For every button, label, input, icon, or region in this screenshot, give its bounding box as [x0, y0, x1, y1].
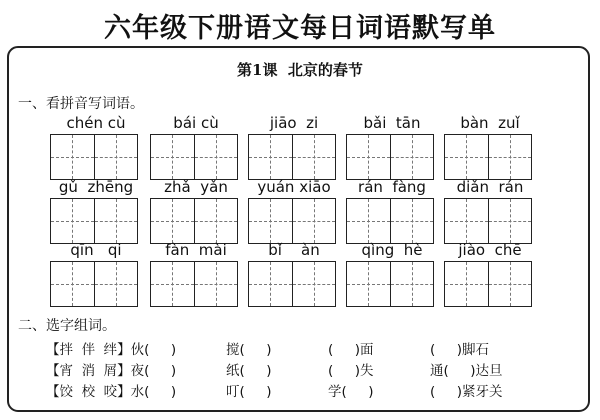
pinyin-label: qīn qi [70, 241, 122, 259]
choice-group-first-blank[interactable]: 【宵 消 屑】夜( ) [46, 363, 177, 379]
choice-blank[interactable]: ( )面 [328, 342, 374, 358]
tianzige-cell[interactable] [488, 262, 532, 306]
writing-box[interactable] [346, 198, 434, 244]
tianzige-cell[interactable] [194, 199, 238, 243]
choice-blank[interactable]: 纸( ) [226, 363, 272, 379]
tianzige-cell[interactable] [390, 262, 434, 306]
tianzige-cell[interactable] [94, 262, 138, 306]
tianzige-cell[interactable] [51, 199, 94, 243]
tianzige-cell[interactable] [390, 199, 434, 243]
writing-box[interactable] [50, 198, 138, 244]
tianzige-cell[interactable] [249, 262, 292, 306]
tianzige-cell[interactable] [94, 135, 138, 179]
choice-blank[interactable]: 叮( ) [226, 384, 272, 400]
writing-box[interactable] [346, 134, 434, 180]
tianzige-cell[interactable] [292, 262, 336, 306]
tianzige-cell[interactable] [488, 199, 532, 243]
tianzige-cell[interactable] [445, 262, 488, 306]
choice-group-first-blank[interactable]: 【拌 伴 绊】伙( ) [46, 342, 177, 358]
tianzige-cell[interactable] [292, 135, 336, 179]
tianzige-cell[interactable] [292, 199, 336, 243]
tianzige-cell[interactable] [347, 262, 390, 306]
writing-box[interactable] [50, 261, 138, 307]
choice-blank[interactable]: ( )紧牙关 [430, 384, 503, 400]
writing-box[interactable] [444, 134, 532, 180]
writing-box[interactable] [444, 261, 532, 307]
choice-blank[interactable]: 搅( ) [226, 342, 272, 358]
writing-box[interactable] [248, 134, 336, 180]
choice-blank[interactable]: 学( ) [328, 384, 374, 400]
pinyin-label: bǎi tān [363, 114, 421, 132]
tianzige-cell[interactable] [151, 199, 194, 243]
tianzige-cell[interactable] [445, 199, 488, 243]
section1-heading: 一、看拼音写词语。 [18, 96, 144, 112]
pinyin-label: chén cù [66, 114, 126, 132]
pinyin-label: zhǎ yǎn [164, 178, 228, 196]
choice-group-first-blank[interactable]: 【饺 校 咬】水( ) [46, 384, 177, 400]
tianzige-cell[interactable] [249, 135, 292, 179]
tianzige-cell[interactable] [390, 135, 434, 179]
writing-box[interactable] [346, 261, 434, 307]
tianzige-cell[interactable] [51, 262, 94, 306]
writing-box[interactable] [150, 261, 238, 307]
writing-box[interactable] [248, 198, 336, 244]
pinyin-label: diǎn rán [456, 178, 524, 196]
lesson-title: 第1课 北京的春节 [237, 61, 363, 79]
choice-blank[interactable]: ( )失 [328, 363, 374, 379]
writing-box[interactable] [248, 261, 336, 307]
pinyin-label: bàn zuǐ [460, 114, 520, 132]
pinyin-label: rán fàng [358, 178, 426, 196]
tianzige-cell[interactable] [194, 262, 238, 306]
section2-heading: 二、选字组词。 [18, 318, 116, 334]
pinyin-label: bǐ àn [268, 241, 320, 259]
tianzige-cell[interactable] [51, 135, 94, 179]
tianzige-cell[interactable] [249, 199, 292, 243]
pinyin-label: fàn mài [165, 241, 227, 259]
tianzige-cell[interactable] [151, 135, 194, 179]
choice-blank[interactable]: ( )脚石 [430, 342, 489, 358]
pinyin-label: gǔ zhēng [58, 178, 134, 196]
tianzige-cell[interactable] [194, 135, 238, 179]
pinyin-label: jiāo zi [269, 114, 319, 132]
writing-box[interactable] [150, 134, 238, 180]
tianzige-cell[interactable] [94, 199, 138, 243]
choice-blank[interactable]: 通( )达旦 [430, 363, 503, 379]
tianzige-cell[interactable] [151, 262, 194, 306]
tianzige-cell[interactable] [347, 135, 390, 179]
tianzige-cell[interactable] [488, 135, 532, 179]
pinyin-label: jiào chē [458, 241, 522, 259]
worksheet-title: 六年级下册语文每日词语默写单 [104, 13, 496, 44]
writing-box[interactable] [150, 198, 238, 244]
writing-box[interactable] [50, 134, 138, 180]
pinyin-label: bái cù [173, 114, 219, 132]
writing-box[interactable] [444, 198, 532, 244]
pinyin-label: qìng hè [361, 241, 423, 259]
tianzige-cell[interactable] [347, 199, 390, 243]
tianzige-cell[interactable] [445, 135, 488, 179]
pinyin-label: yuán xiāo [257, 178, 331, 196]
